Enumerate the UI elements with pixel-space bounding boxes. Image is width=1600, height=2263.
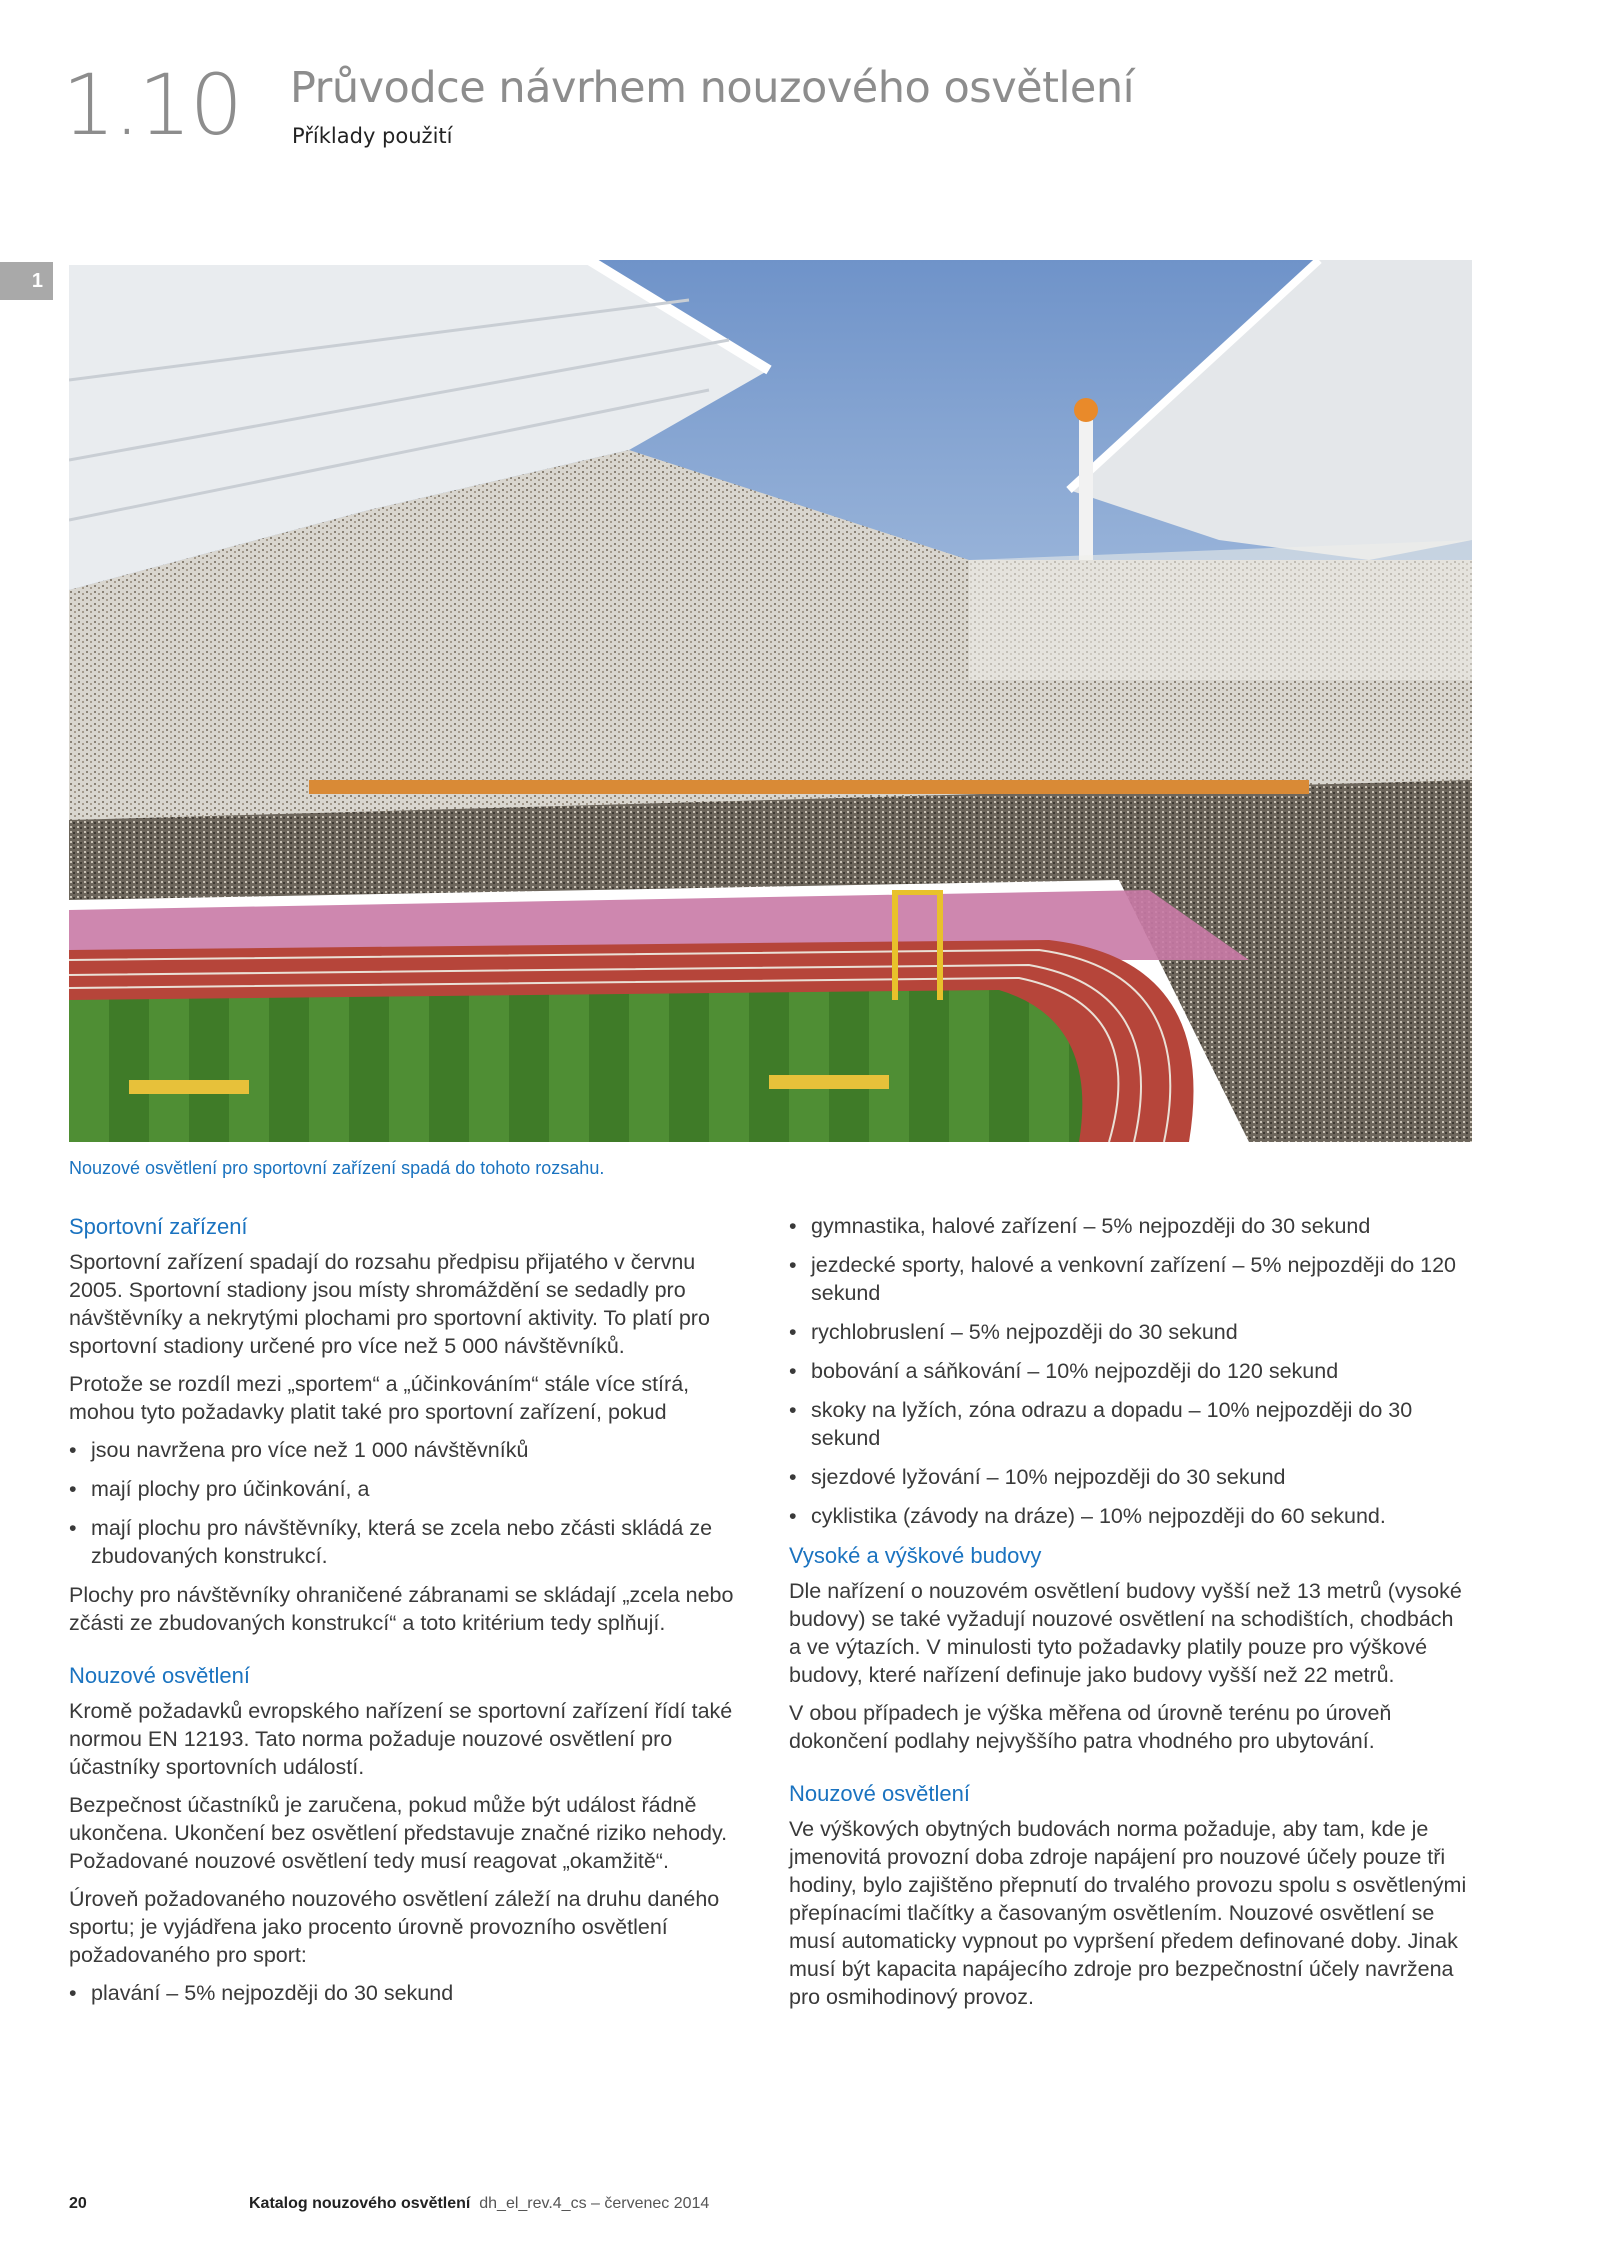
list-item: • plavání – 5% nejpozději do 30 sekund [69,1979,749,2007]
section-number: 1.10 [62,56,242,154]
paragraph: Dle nařízení o nouzovém osvětlení budovy vyšší než 13 metrů (vysoké budovy) se také vyžadují nouzové osvětlení na schodištích, chodbách a ve výtazích. V minulosti tyto požadavky platily pouze pro výškové budovy, které nařízení definuje jako budovy vyšší než 22 metrů. [789,1579,1462,1687]
stadium-photo [69,260,1472,1142]
bullet-list [69,1979,749,2007]
heading-emergency-lighting: Nouzové osvětlení [789,1781,970,1806]
list-item: • cyklistika (závody na dráze) – 10% nejpozději do 60 sekund. [789,1502,1469,1530]
page-subtitle: Příklady použití [292,124,453,148]
document-reference: dh_el_rev.4_cs – červenec 2014 [479,2195,710,2212]
heading-sports-facilities: Sportovní zařízení [69,1214,248,1239]
list-item: • sjezdové lyžování – 10% nejpozději do 30 sekund [789,1463,1469,1491]
page-title: Průvodce návrhem nouzového osvětlení [290,63,1135,113]
heading-emergency-lighting: Nouzové osvětlení [69,1663,250,1688]
heading-high-rise-buildings: Vysoké a výškové budovy [789,1543,1042,1568]
paragraph: Kromě požadavků evropského nařízení se sportovní zařízení řídí také normou EN 12193. Tato norma požaduje nouzové osvětlení pro účastníky sportovních událostí. [69,1699,733,1779]
paragraph: V obou případech je výška měřena od úrovně terénu po úroveň dokončení podlahy nejvyššího patra vhodného pro ubytování. [789,1701,1392,1753]
list-item: • rychlobruslení – 5% nejpozději do 30 sekund [789,1318,1469,1346]
page-footer [69,2193,709,2215]
paragraph: Bezpečnost účastníků je zaručena, pokud může být událost řádně ukončena. Ukončení bez osvětlení představuje značné riziko nehody. Požadované nouzové osvětlení tedy musí reagovat „okamžitě“. [69,1793,728,1873]
list-item: • jezdecké sporty, halové a venkovní zařízení – 5% nejpozději do 120 sekund [789,1251,1469,1307]
side-tab: 1 [0,262,53,300]
list-item: • gymnastika, halové zařízení – 5% nejpozději do 30 sekund [789,1212,1469,1240]
left-column [69,1212,749,2018]
catalog-title: Katalog nouzového osvětlení [249,2195,471,2212]
list-item: • jsou navržena pro více než 1 000 návštěvníků [69,1436,749,1464]
list-item: • mají plochu pro návštěvníky, která se zcela nebo zčásti skládá ze zbudovaných konstrukcí. [69,1514,749,1570]
paragraph: Plochy pro návštěvníky ohraničené zábranami se skládají „zcela nebo zčásti ze zbudovaných konstrukcí“ a toto kritérium tedy splňují. [69,1583,734,1635]
right-column [789,1212,1469,2021]
paragraph: Sportovní zařízení spadají do rozsahu předpisu přijatého v červnu 2005. Sportovní stadiony jsou místy shromáždění se sedadly pro návštěvníky a nekrytými plochami pro sportovní aktivity. To platí pro sportovní stadiony určené pro více než 5 000 návštěvníků. [69,1250,710,1358]
list-item: • mají plochy pro účinkování, a [69,1475,749,1503]
paragraph: Protože se rozdíl mezi „sportem“ a „účinkováním“ stále více stírá, mohou tyto požadavky platit také pro sportovní zařízení, pokud [69,1372,690,1424]
paragraph: Ve výškových obytných budovách norma požaduje, aby tam, kde je jmenovitá provozní doba zdroje napájení pro nouzové účely pouze tři hodiny, bylo zajištěno přepnutí do trvalého provozu spolu s osvětlenými přepínacími tlačítky a časovaným osvětlením. Nouzové osvětlení se musí automaticky vypnout po vypršení předem definované doby. Jinak musí být kapacita napájecího zdroje pro bezpečnostní účely navržena pro osmihodinový provoz. [789,1817,1467,2009]
figure-caption: Nouzové osvětlení pro sportovní zařízení spadá do tohoto rozsahu. [69,1158,605,1178]
bullet-list [69,1436,749,1570]
paragraph: Úroveň požadovaného nouzového osvětlení záleží na druhu daného sportu; je vyjádřena jako procento úrovně provozního osvětlení požadovaného pro sport: [69,1887,720,1967]
bullet-list [789,1212,1469,1530]
list-item: • bobování a sáňkování – 10% nejpozději do 120 sekund [789,1357,1469,1385]
page-number: 20 [69,2195,87,2212]
list-item: • skoky na lyžích, zóna odrazu a dopadu – 10% nejpozději do 30 sekund [789,1396,1469,1452]
